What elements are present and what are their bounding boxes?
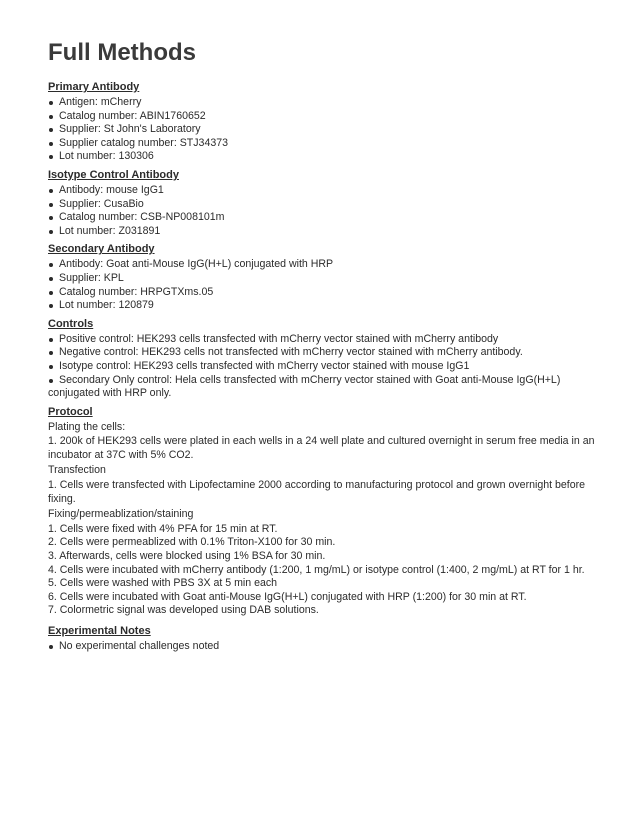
controls-section [48,317,596,401]
bullet-icon [49,101,53,105]
list-item: Negative control: HEK293 cells not transfected with mCherry vector stained with mCherry antibody. [48,346,596,360]
list-item: Supplier catalog number: STJ34373 [48,137,596,151]
bullet-icon [49,115,53,119]
controls-heading: Controls [48,317,94,330]
isotype-control-section [48,168,596,238]
primary-antibody-section [48,80,596,164]
bullet-icon [49,142,53,146]
list-item: Catalog number: CSB-NP008101m [48,211,596,225]
bullet-icon [49,155,53,159]
list-item: No experimental challenges noted [48,640,596,654]
list-item: Supplier: St John's Laboratory [48,123,596,137]
secondary-antibody-heading: Secondary Antibody [48,243,155,256]
list-item: Lot number: 130306 [48,150,596,164]
bullet-icon [49,189,53,193]
secondary-antibody-list [48,258,596,312]
protocol-step: 6. Cells were incubated with Goat anti-Mouse IgG(H+L) conjugated with HRP (1:200) for 30 min at RT. [48,590,527,603]
experimental-notes-heading: Experimental Notes [48,625,151,637]
page-title: Full Methods [48,39,196,66]
plating-label: Plating the cells: [48,420,126,433]
isotype-control-heading: Isotype Control Antibody [48,168,179,181]
list-item: Antigen: mCherry [48,96,596,110]
bullet-icon [49,216,53,220]
list-item: Positive control: HEK293 cells transfected with mCherry vector stained with mCherry antibody [48,333,596,347]
controls-list [48,333,596,387]
bullet-icon [49,277,53,281]
protocol-step: 2. Cells were permeablized with 0.1% Triton-X100 for 30 min. [48,536,336,549]
list-item: Secondary Only control: Hela cells transfected with mCherry vector stained with Goat anti-Mouse IgG(H+L) [48,374,596,388]
protocol-step: 5. Cells were washed with PBS 3X at 5 min each [48,577,278,590]
list-item: Supplier: CusaBio [48,198,596,212]
transfection-label: Transfection [48,464,106,477]
bullet-icon [49,365,53,369]
primary-antibody-list [48,96,596,164]
list-item: Catalog number: ABIN1760652 [48,110,596,124]
protocol-step: 1. Cells were fixed with 4% PFA for 15 min at RT. [48,522,278,535]
document-content [48,38,596,658]
primary-antibody-heading: Primary Antibody [48,81,140,93]
bullet-icon [49,128,53,132]
list-item: Antibody: mouse IgG1 [48,184,596,198]
list-item: Lot number: Z031891 [48,225,596,239]
plating-step: 1. 200k of HEK293 cells were plated in each wells in a 24 well plate and cultured overnight in serum free media in an incubator at 37C with 5% CO2. [48,435,595,461]
staining-label: Fixing/permeablization/staining [48,508,194,521]
list-item: Catalog number: HRPGTXms.05 [48,286,596,300]
staining-steps [48,523,596,618]
bullet-icon [49,379,53,383]
list-item: Supplier: KPL [48,272,596,286]
bullet-icon [49,263,53,267]
bullet-icon [49,291,53,295]
protocol-step: 7. Colormetric signal was developed using DAB solutions. [48,604,319,617]
transfection-step: 1. Cells were transfected with Lipofectamine 2000 according to manufacturing protocol and grown overnight before fixing. [48,479,586,505]
list-item: Lot number: 120879 [48,299,596,313]
secondary-antibody-section [48,242,596,312]
experimental-notes-section [48,624,596,654]
controls-continuation: conjugated with HRP only. [48,387,172,400]
bullet-icon [49,230,53,234]
bullet-icon [49,304,53,308]
protocol-section [48,405,596,618]
isotype-control-list [48,184,596,238]
list-item: Isotype control: HEK293 cells transfected with mCherry vector stained with mouse IgG1 [48,360,596,374]
bullet-icon [49,645,53,649]
bullet-icon [49,351,53,355]
list-item: Antibody: Goat anti-Mouse IgG(H+L) conjugated with HRP [48,258,596,272]
bullet-icon [49,338,53,342]
protocol-heading: Protocol [48,405,93,418]
bullet-icon [49,203,53,207]
protocol-step: 4. Cells were incubated with mCherry antibody (1:200, 1 mg/mL) or isotype control (1:400, 2 mg/mL) at RT for 1 hr. [48,563,585,576]
protocol-step: 3. Afterwards, cells were blocked using 1% BSA for 30 min. [48,550,326,563]
experimental-notes-list [48,640,596,654]
